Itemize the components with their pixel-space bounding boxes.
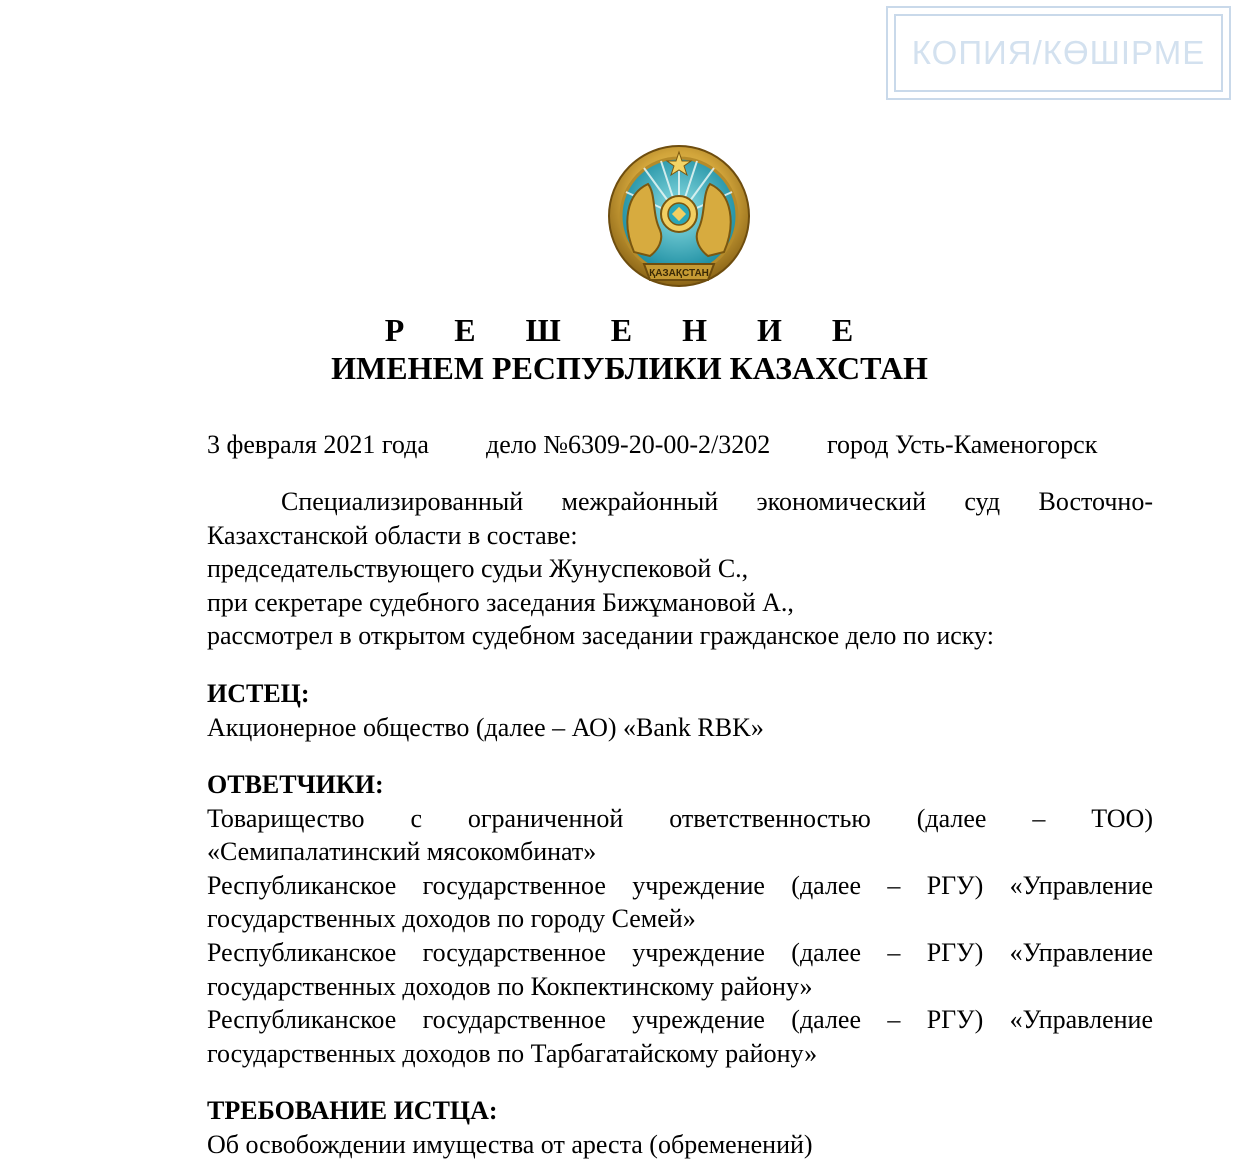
intro-line: при секретаре судебного заседания Бижұмановой А.,: [207, 587, 794, 617]
state-emblem: [604, 144, 754, 294]
claim-section: [207, 1094, 1153, 1161]
claim-heading: ТРЕБОВАНИЕ ИСТЦА:: [207, 1096, 498, 1125]
decision-date: 3 февраля 2021 года: [207, 430, 429, 459]
defendant-line: Республиканское государственное учреждение (далее – РГУ) «Управление: [207, 1005, 1153, 1035]
plaintiff-section: [207, 677, 1153, 744]
defendant-line: Республиканское государственное учреждение (далее – РГУ) «Управление: [207, 937, 1153, 967]
plaintiff-name: Акционерное общество (далее – АО) «Bank RBK»: [207, 712, 764, 742]
document-title: Р Е Ш Е Н И Е: [384, 312, 875, 348]
copy-stamp: [886, 6, 1231, 100]
state-emblem-icon: [604, 144, 754, 294]
claim-text: Об освобождении имущества от ареста (обременений): [207, 1129, 813, 1159]
defendant-line: «Семипалатинский мясокомбинат»: [207, 837, 597, 867]
intro-line: рассмотрел в открытом судебном заседании гражданское дело по иску:: [207, 621, 994, 651]
copy-stamp-text: КОПИЯ/КӨШІРМЕ: [911, 34, 1206, 71]
defendant-line: государственных доходов по Тарбагатайскому району»: [207, 1038, 818, 1068]
plaintiff-heading: ИСТЕЦ:: [207, 679, 310, 708]
city-name: город Усть-Каменогорск: [827, 430, 1098, 459]
emblem-ribbon-text: ҚАЗАҚСТАН: [649, 268, 709, 279]
defendants-section: [207, 768, 1153, 1070]
intro-line: Казахстанской области в составе:: [207, 520, 578, 550]
case-number: дело №6309-20-00-2/3202: [486, 430, 771, 459]
intro-line: Специализированный межрайонный экономический суд Восточно-: [281, 487, 1153, 516]
defendant-line: Товарищество с ограниченной ответственностью (далее – ТОО): [207, 803, 1153, 833]
intro-line: председательствующего судьи Жунуспековой С.,: [207, 554, 749, 584]
intro-paragraph: [207, 485, 1153, 653]
defendant-line: государственных доходов по Кокпектинскому району»: [207, 971, 813, 1001]
document-subtitle: ИМЕНЕМ РЕСПУБЛИКИ КАЗАХСТАН: [331, 350, 928, 386]
defendant-line: Республиканское государственное учреждение (далее – РГУ) «Управление: [207, 870, 1153, 900]
defendants-heading: ОТВЕТЧИКИ:: [207, 770, 384, 799]
defendant-line: государственных доходов по городу Семей»: [207, 904, 696, 934]
copy-stamp-frame: [894, 14, 1223, 92]
